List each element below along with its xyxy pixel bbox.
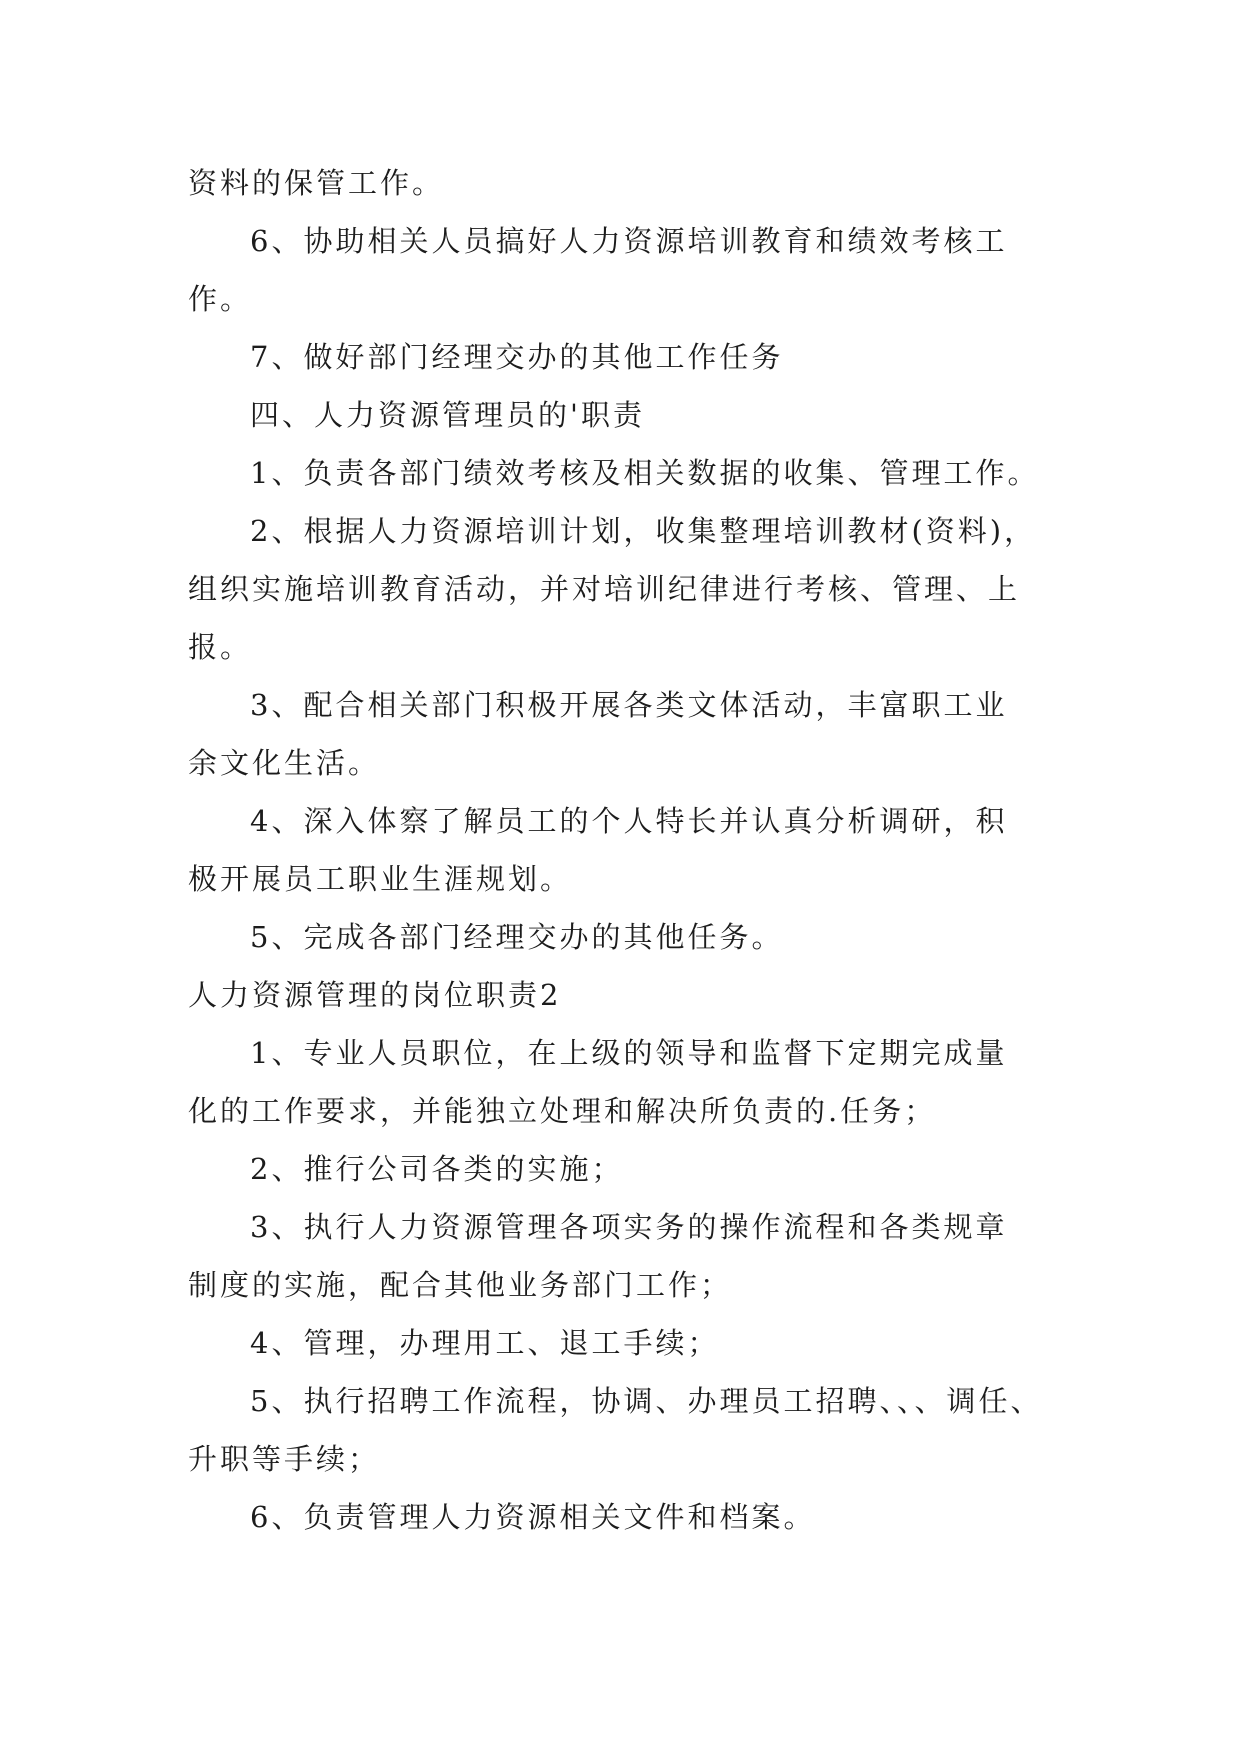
text-line-6: 1、负责各部门绩效考核及相关数据的收集、管理工作。 xyxy=(250,456,1040,490)
text-line-24: 6、负责管理人力资源相关文件和档案。 xyxy=(250,1500,816,1534)
text-line-20: 制度的实施，配合其他业务部门工作； xyxy=(188,1268,733,1302)
text-line-10: 3、配合相关部门积极开展各类文体活动，丰富职工业 xyxy=(250,688,1008,722)
text-line-14: 5、完成各部门经理交办的其他任务。 xyxy=(250,920,784,954)
document-body xyxy=(188,154,1056,1546)
text-line-22: 5、执行招聘工作流程，协调、办理员工招聘、、、调任、 xyxy=(250,1384,1043,1418)
text-line-7: 2、根据人力资源培训计划，收集整理培训教材(资料)， xyxy=(250,514,1037,548)
text-line-4: 7、做好部门经理交办的其他工作任务 xyxy=(250,340,784,374)
text-line-17: 化的工作要求，并能独立处理和解决所负责的.任务； xyxy=(188,1094,937,1128)
section-heading-duties: 四、人力资源管理员的'职责 xyxy=(250,398,645,432)
text-line-8: 组织实施培训教育活动，并对培训纪律进行考核、管理、上 xyxy=(188,572,1021,606)
text-line-2: 6、协助相关人员搞好人力资源培训教育和绩效考核工 xyxy=(250,224,1008,258)
text-line-23: 升职等手续； xyxy=(188,1442,381,1476)
text-line-18: 2、推行公司各类的实施； xyxy=(250,1152,624,1186)
text-line-19: 3、执行人力资源管理各项实务的操作流程和各类规章 xyxy=(250,1210,1008,1244)
text-line-1: 资料的保管工作。 xyxy=(188,166,445,200)
section-title-2: 人力资源管理的岗位职责2 xyxy=(188,978,562,1012)
text-line-3: 作。 xyxy=(188,282,253,316)
text-line-9: 报。 xyxy=(188,630,253,664)
text-line-21: 4、管理，办理用工、退工手续； xyxy=(250,1326,720,1360)
text-line-16: 1、专业人员职位，在上级的领导和监督下定期完成量 xyxy=(250,1036,1008,1070)
text-line-11: 余文化生活。 xyxy=(188,746,381,780)
text-line-13: 极开展员工职业生涯规划。 xyxy=(188,862,573,896)
text-line-12: 4、深入体察了解员工的个人特长并认真分析调研，积 xyxy=(250,804,1008,838)
